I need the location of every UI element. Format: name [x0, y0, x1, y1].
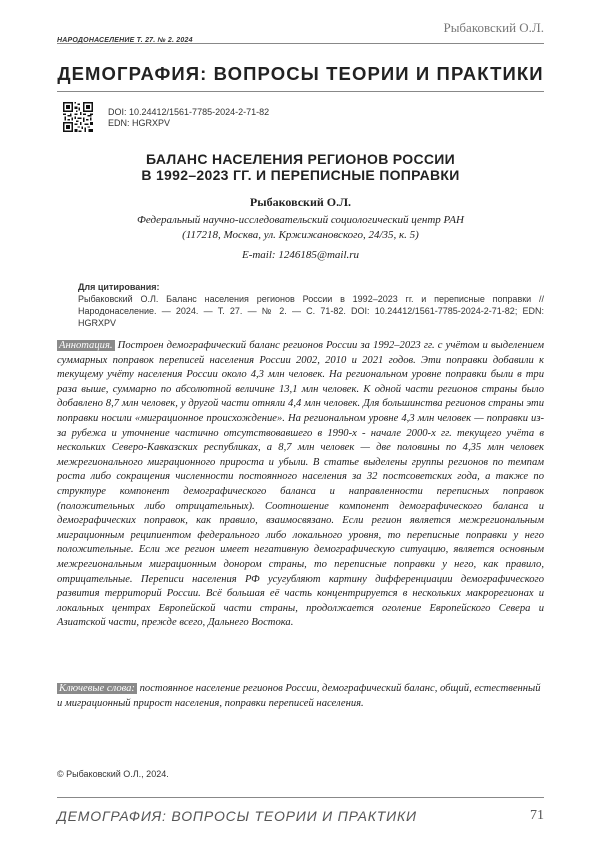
article-title-line-1: БАЛАНС НАСЕЛЕНИЯ РЕГИОНОВ РОССИИ	[145, 151, 455, 167]
footer-rule	[57, 797, 544, 798]
running-header-right: Рыбаковский О.Л.	[443, 20, 544, 35]
header-rule	[57, 43, 544, 44]
affiliation-line-1: Федеральный научно-исследовательский социологический центр РАН	[137, 214, 464, 226]
citation-block	[78, 281, 544, 329]
doi: DOI: 10.24412/1561-7785-2024-2-71-82	[108, 107, 270, 117]
footer-journal-title: ДЕМОГРАФИЯ: ВОПРОСЫ ТЕОРИИ И ПРАКТИКИ	[57, 808, 417, 824]
article-identifiers	[108, 107, 269, 129]
keywords-text: постоянное население регионов России, демографический баланс, общий, естественный и миграционный прирост населения, поправки переписей населения.	[57, 683, 541, 709]
affiliation-line-2: (117218, Москва, ул. Кржижановского, 24/35, к. 5)	[182, 229, 419, 241]
author-name: Рыбаковский О.Л.	[249, 195, 352, 209]
copyright: © Рыбаковский О.Л., 2024.	[57, 769, 169, 779]
article-title-line-2: В 1992–2023 ГГ. И ПЕРЕПИСНЫЕ ПОПРАВКИ	[141, 167, 460, 183]
qr-code-icon	[63, 102, 93, 132]
page-number: 71	[530, 808, 544, 823]
citation-text: Рыбаковский О.Л. Баланс населения регионов России в 1992–2023 гг. и переписные поправки // Народонаселение. — 2024. — Т. 27. — № 2. — С. 71-82. DOI: 10.24412/1561-7785-2024-2-71-82; EDN: HGRXPV	[78, 294, 544, 328]
citation-label: Для цитирования:	[78, 282, 160, 292]
keywords-label: Ключевые слова:	[59, 683, 135, 694]
edn: EDN: HGRXPV	[108, 118, 171, 128]
author-email: E-mail: 1246185@mail.ru	[241, 249, 360, 261]
journal-title-rule	[57, 91, 544, 92]
running-header-left: НАРОДОНАСЕЛЕНИЕ Т. 27. № 2. 2024	[57, 37, 193, 44]
journal-title: ДЕМОГРАФИЯ: ВОПРОСЫ ТЕОРИИ И ПРАКТИКИ	[57, 63, 544, 84]
keywords	[57, 682, 544, 711]
abstract-label: Аннотация.	[59, 340, 113, 351]
article-title	[57, 151, 544, 183]
affiliation	[57, 213, 544, 243]
abstract-text: Построен демографический баланс регионов России за 1992–2023 гг. с учётом и выделением суммарных поправок переписей населения России 2002, 2010 и 2021 годов. Эти поправки добавили к текущему учёту населения России около 4,3 млн человек. На региональном уровне поправки были в три раза выше, суммарно по абсолютной величине 13,1 млн человек. К одной части регионов страны было добавлено 8,7 млн человек, у другой части отняли 4,4 млн человек. Для большинства регионов страны эти поправки носили «миграционное происхождение». На региональном уровне 4,3 млн человек — поправки из-за рубежа и уточнение частично отсутствовавшего в 1990-х - начале 2000-х гг. текущего учёта в нескольких Северо-Кавказских республиках, а 8,7 млн человек — две половины по 4,35 млн человек межрегионального миграционного прироста и убыли. В статье выделены группы регионов по темпам роста либо сокращения численности постоянного населения за 32 постсоветских года, а также по структуре компонент демографического баланса и направленности переписных поправок (положительных либо отрицательных). Соотношение компонент демографического баланса и демографических поправок, как правило, взаимосвязано. Если регион является межрегиональным миграционным реципиентом федерального либо локального уровня, то переписные поправки у него положительные. Если же регион имеет негативную демографическую ситуацию, является основным межрегиональным миграционным донором страны, то переписные поправки у него, как правило, отрицательные. Переписи населения РФ усугубляют картину дифференциации демографического развития территорий России. Всё большая её часть концентрируется в нескольких макрорегионах и локальных центрах Европейской части страны, продолжается оголение Европейского Севера и Азиатской части, прежде всего, Дальнего Востока.	[57, 340, 544, 629]
abstract	[57, 339, 544, 631]
